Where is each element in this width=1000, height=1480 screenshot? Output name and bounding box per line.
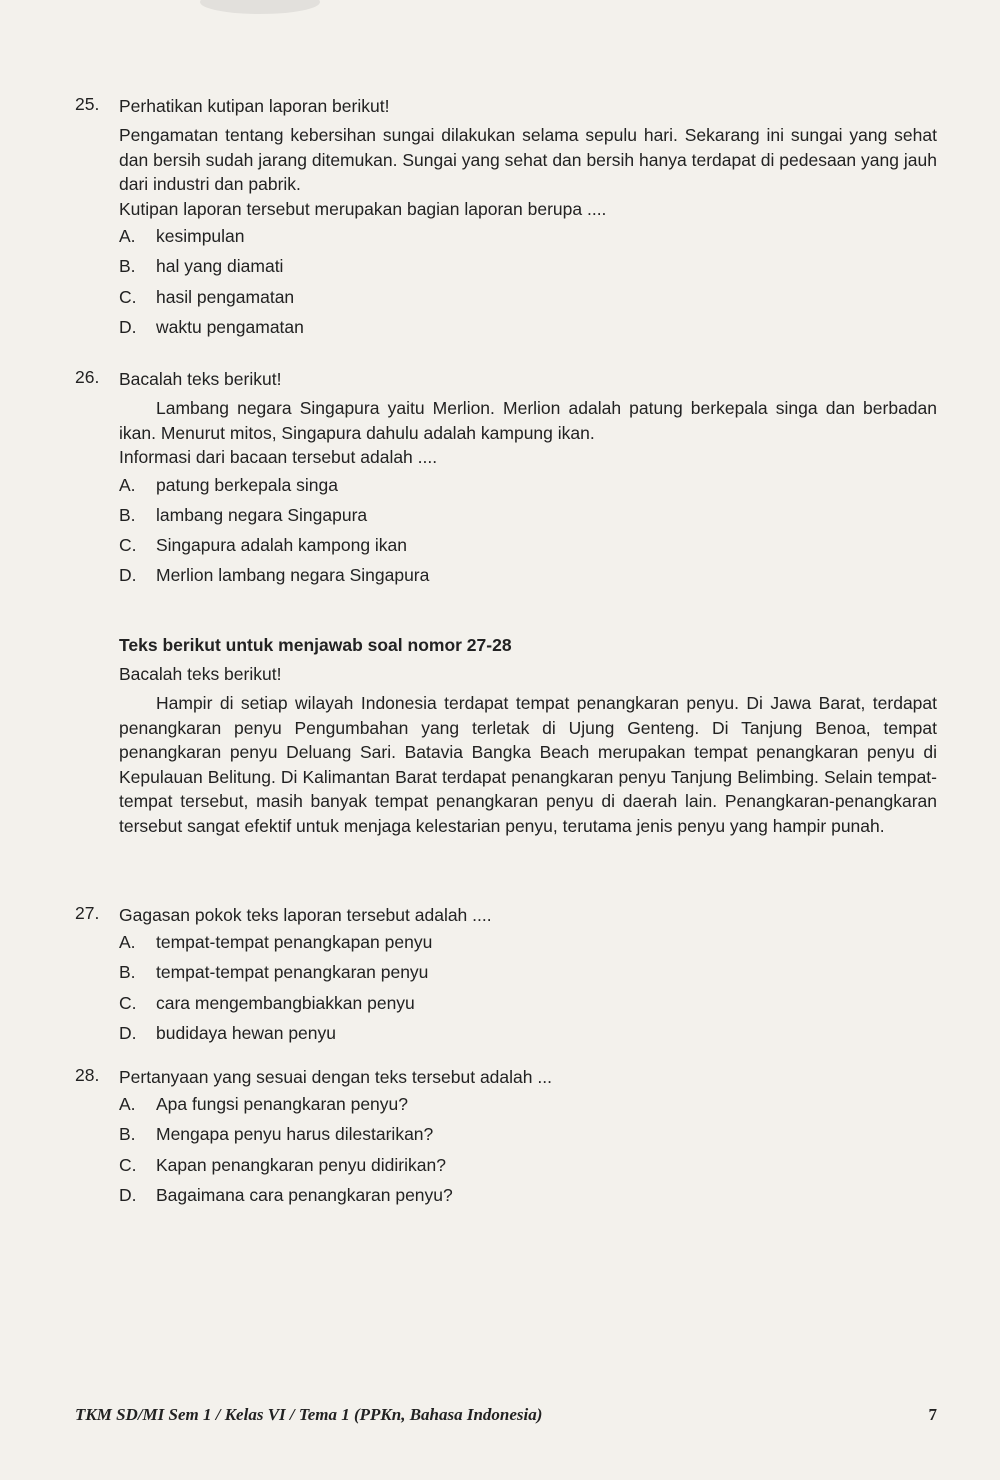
question-number: 26. [75, 367, 100, 387]
option-b: B. hal yang diamati [119, 256, 284, 277]
question-passage: Lambang negara Singapura yaitu Merlion. Merlion adalah patung berkepala singa dan berbadan ikan. Menurut mitos, Singapura dahulu adalah kampung ikan. [119, 398, 937, 443]
question-number: 27. [75, 903, 100, 923]
reading-section [75, 633, 937, 838]
option-b: B. lambang negara Singapura [119, 504, 368, 525]
question-number: 25. [75, 94, 100, 114]
question-passage: Pengamatan tentang kebersihan sungai dilakukan selama sepulu hari. Sekarang ini sungai yang sehat dan bersih sudah jarang ditemukan. Sungai yang sehat dan bersih hanya terdapat di pedesaan yang jauh dari industri dan pabrik. [119, 125, 937, 194]
section-heading: Teks berikut untuk menjawab soal nomor 27-28 [119, 635, 512, 655]
question-26 [75, 367, 937, 594]
question-number: 28. [75, 1065, 100, 1085]
option-c: C. Singapura adalah kampong ikan [119, 535, 408, 556]
option-b: B. tempat-tempat penangkaran penyu [119, 962, 429, 983]
option-d: D. Bagaimana cara penangkaran penyu? [119, 1184, 453, 1205]
option-a: A. kesimpulan [119, 226, 245, 246]
question-title: Bacalah teks berikut! [119, 369, 282, 389]
option-a: A. patung berkepala singa [119, 474, 338, 495]
option-c: C. Kapan penangkaran penyu didirikan? [119, 1154, 446, 1175]
question-prompt: Informasi dari bacaan tersebut adalah .... [119, 447, 438, 467]
question-28 [75, 1065, 937, 1213]
question-title: Gagasan pokok teks laporan tersebut adalah .... [119, 905, 492, 925]
option-c: C. hasil pengamatan [119, 286, 295, 307]
footer-title: TKM SD/MI Sem 1 / Kelas VI / Tema 1 (PPKn, Bahasa Indonesia) [75, 1405, 543, 1424]
option-d: D. budidaya hewan penyu [119, 1022, 337, 1043]
option-d: D. waktu pengamatan [119, 316, 304, 337]
question-27 [75, 903, 937, 1051]
question-prompt: Kutipan laporan tersebut merupakan bagian laporan berupa .... [119, 198, 607, 219]
top-smudge [200, 0, 320, 14]
question-title: Pertanyaan yang sesuai dengan teks tersebut adalah ... [119, 1067, 552, 1087]
option-c: C. cara mengembangbiakkan penyu [119, 992, 415, 1013]
page-footer [75, 1405, 937, 1425]
question-25 [75, 94, 937, 345]
page-number: 7 [928, 1405, 937, 1424]
option-d: D. Merlion lambang negara Singapura [119, 565, 430, 586]
option-b: B. Mengapa penyu harus dilestarikan? [119, 1124, 434, 1145]
section-passage: Hampir di setiap wilayah Indonesia terdapat tempat penangkaran penyu. Di Jawa Barat, terdapat penangkaran penyu Pengumbahan yang terletak di Ujung Genteng. Di Tanjung Benoa, tempat penangkaran penyu Deluang Sari. Batavia Bangka Beach merupakan tempat penangkaran penyu di Kepulauan Belitung. Di Kalimantan Barat terdapat penangkaran penyu Tanjung Belimbing. Selain tempat-tempat tersebut, masih banyak tempat penangkaran penyu di daerah lain. Penangkaran-penangkaran tersebut sangat efektif untuk menjaga kelestarian penyu, terutama jenis penyu yang hampir punah. [119, 693, 937, 836]
option-a: A. Apa fungsi penangkaran penyu? [119, 1094, 409, 1114]
option-a: A. tempat-tempat penangkapan penyu [119, 932, 433, 952]
section-instruction: Bacalah teks berikut! [119, 664, 282, 684]
question-title: Perhatikan kutipan laporan berikut! [119, 96, 390, 116]
